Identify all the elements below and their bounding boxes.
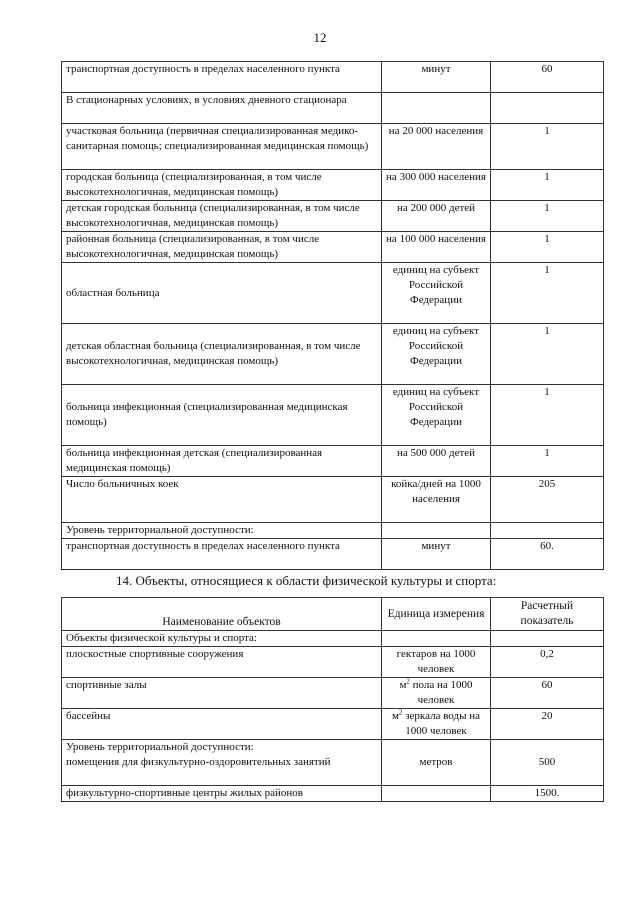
table-row — [62, 477, 604, 523]
unit-cell — [382, 709, 491, 740]
unit-cell: единиц на субъект Российской Федерации — [382, 385, 491, 446]
table-row — [62, 785, 604, 801]
unit-superscript: 2 — [398, 708, 403, 717]
table-row — [62, 647, 604, 678]
unit-cell: единиц на субъект Российской Федерации — [382, 324, 491, 385]
unit-cell: на 500 000 детей — [382, 446, 491, 477]
value-cell: 1 — [491, 263, 604, 324]
sports-facilities-table — [61, 597, 604, 802]
table-row — [62, 124, 604, 170]
unit-cell: на 20 000 населения — [382, 124, 491, 170]
value-cell: 1 — [491, 124, 604, 170]
table-row — [62, 740, 604, 756]
value-cell — [491, 93, 604, 124]
value-cell: 60. — [491, 539, 604, 570]
object-name-cell: Объекты физической культуры и спорта: — [62, 631, 382, 647]
header-unit: Единица измерения — [382, 598, 491, 631]
healthcare-norms-table — [61, 61, 604, 570]
unit-prefix: м — [399, 679, 407, 691]
value-cell: 1 — [491, 385, 604, 446]
table-row — [62, 62, 604, 93]
table-row — [62, 709, 604, 740]
section-14-title: 14. Объекты, относящиеся к области физической культуры и спорта: — [116, 573, 497, 588]
unit-cell: на 200 000 детей — [382, 201, 491, 232]
value-cell: 0,2 — [491, 647, 604, 678]
value-cell: 20 — [491, 709, 604, 740]
table-header-row — [62, 598, 604, 631]
value-cell: 1 — [491, 232, 604, 263]
table-row — [62, 324, 604, 385]
table-row — [62, 232, 604, 263]
object-name-cell: Уровень территориальной доступности: — [62, 523, 382, 539]
object-name-cell: В стационарных условиях, в условиях дневного стационара — [62, 93, 382, 124]
object-name-cell: Уровень территориальной доступности: — [62, 740, 382, 756]
unit-cell — [382, 785, 491, 801]
unit-superscript: 2 — [406, 677, 410, 686]
unit-prefix: м — [391, 710, 399, 722]
object-name-cell: транспортная доступность в пределах населенного пункта — [62, 62, 382, 93]
table-row — [62, 385, 604, 446]
unit-rest: пола на 1000 человек — [409, 679, 473, 706]
value-cell — [491, 631, 604, 647]
object-name-cell: спортивные залы — [62, 678, 382, 709]
value-cell: 1 — [491, 201, 604, 232]
table-row — [62, 93, 604, 124]
value-cell: 1 — [491, 446, 604, 477]
value-cell: 1 — [491, 170, 604, 201]
unit-cell: минут — [382, 539, 491, 570]
object-name-cell: бассейны — [62, 709, 382, 740]
unit-cell: единиц на субъект Российской Федерации — [382, 263, 491, 324]
header-name: Наименование объектов — [62, 598, 382, 631]
value-cell: 60 — [491, 678, 604, 709]
object-name-cell: городская больница (специализированная, в том числе высокотехнологичная, медицинская помощь) — [62, 170, 382, 201]
unit-cell: койка/дней на 1000 населения — [382, 477, 491, 523]
unit-cell — [382, 678, 491, 709]
table-row — [62, 170, 604, 201]
unit-cell — [382, 523, 491, 539]
object-name-cell: областная больница — [62, 263, 382, 324]
page-number: 12 — [313, 30, 327, 45]
unit-cell — [382, 93, 491, 124]
object-name-cell: участковая больница (первичная специализированная медико-санитарная помощь; специализированная медицинская помощь) — [62, 124, 382, 170]
object-name-cell: детская городская больница (специализированная, в том числе высокотехнологичная, медицинская помощь) — [62, 201, 382, 232]
unit-cell: на 100 000 населения — [382, 232, 491, 263]
unit-cell: метров — [382, 740, 491, 786]
value-cell: 205 — [491, 477, 604, 523]
unit-rest: зеркала воды на 1000 человек — [402, 710, 481, 737]
object-name-cell: районная больница (специализированная, в том числе высокотехнологичная, медицинская помощь) — [62, 232, 382, 263]
value-cell — [491, 523, 604, 539]
table-row — [62, 263, 604, 324]
object-name-cell: больница инфекционная детская (специализированная медицинская помощь) — [62, 446, 382, 477]
object-name-cell: больница инфекционная (специализированная медицинская помощь) — [62, 385, 382, 446]
object-name-cell: помещения для физкультурно-оздоровительных занятий — [62, 755, 382, 785]
value-cell: 1 — [491, 324, 604, 385]
object-name-cell: Число больничных коек — [62, 477, 382, 523]
value-cell: 500 — [491, 740, 604, 786]
unit-cell: минут — [382, 62, 491, 93]
table-row — [62, 523, 604, 539]
unit-cell: на 300 000 населения — [382, 170, 491, 201]
unit-cell: гектаров на 1000 человек — [382, 647, 491, 678]
object-name-cell: плоскостные спортивные сооружения — [62, 647, 382, 678]
value-cell: 1500. — [491, 785, 604, 801]
object-name-cell: транспортная доступность в пределах населенного пункта — [62, 539, 382, 570]
value-cell: 60 — [491, 62, 604, 93]
table-row — [62, 446, 604, 477]
unit-cell — [382, 631, 491, 647]
table-row — [62, 631, 604, 647]
object-name-cell: детская областная больница (специализированная, в том числе высокотехнологичная, медицинская помощь) — [62, 324, 382, 385]
header-value: Расчетный показатель — [491, 598, 604, 631]
table-row — [62, 678, 604, 709]
table-row — [62, 539, 604, 570]
table-row — [62, 201, 604, 232]
object-name-cell: физкультурно-спортивные центры жилых районов — [62, 785, 382, 801]
